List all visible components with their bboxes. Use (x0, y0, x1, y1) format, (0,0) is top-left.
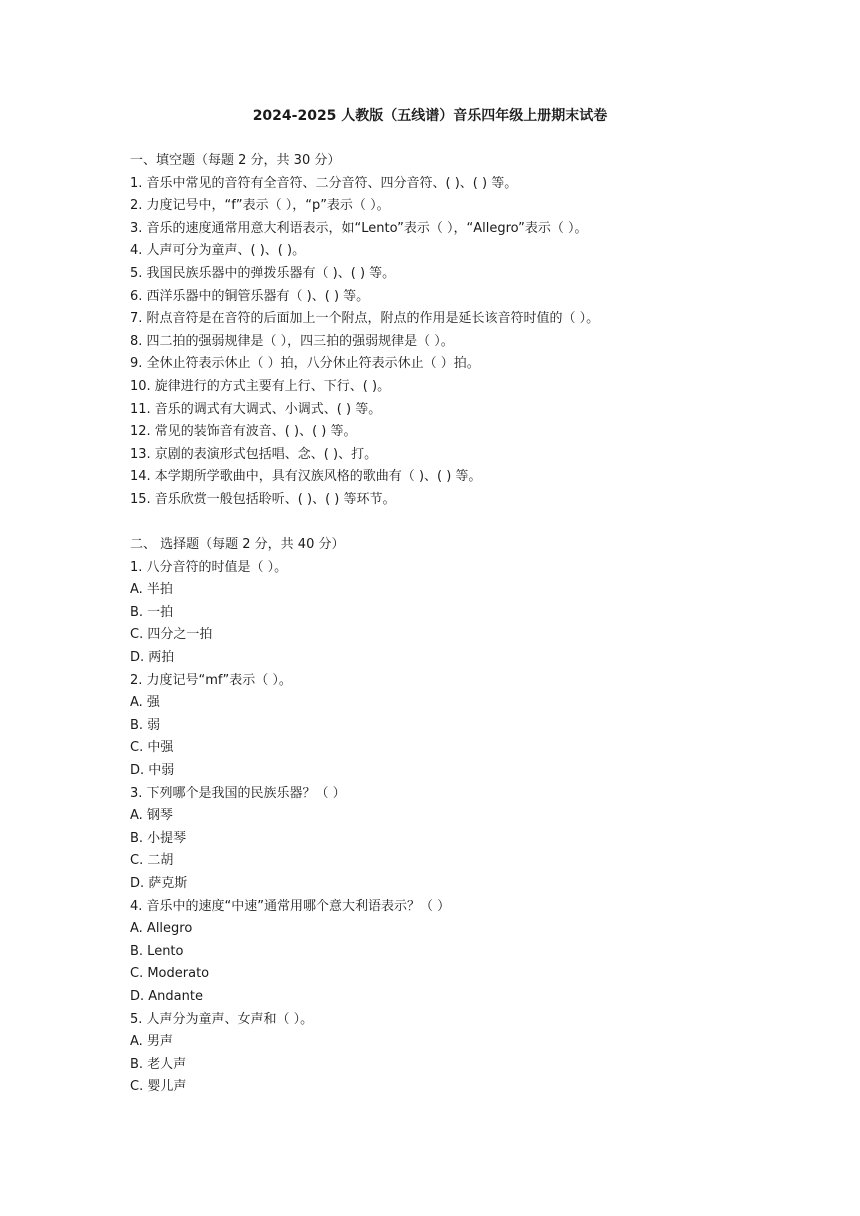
choice-option: D. Andante (130, 988, 203, 1004)
fill-blank-item: 2. 力度记号中，“f”表示（ ），“p”表示（ ）。 (130, 198, 390, 214)
fill-blank-item: 8. 四二拍的强弱规律是（ ），四三拍的强弱规律是（ ）。 (130, 333, 454, 349)
fill-blank-item: 5. 我国民族乐器中的弹拨乐器有（ )、( ) 等。 (130, 265, 396, 281)
choice-option: C. 四分之一拍 (130, 627, 213, 643)
choice-option: A. 钢琴 (130, 808, 173, 824)
choice-question: 4. 音乐中的速度“中速”通常用哪个意大利语表示？（ ） (130, 898, 451, 914)
section2-list (130, 557, 770, 1099)
fill-blank-item: 11. 音乐的调式有大调式、小调式、( ) 等。 (130, 401, 382, 417)
choice-option: B. 弱 (130, 717, 161, 733)
choice-option: B. Lento (130, 943, 184, 959)
fill-blank-item: 3. 音乐的速度通常用意大利语表示，如“Lento”表示（ ），“Allegro”表示（ ）。 (130, 220, 588, 236)
fill-blank-item: 13. 京剧的表演形式包括唱、念、( )、打。 (130, 446, 378, 462)
choice-option: B. 一拍 (130, 604, 174, 620)
fill-blank-item: 7. 附点音符是在音符的后面加上一个附点，附点的作用是延长该音符时值的（ ）。 (130, 311, 600, 327)
section-spacer (130, 512, 770, 535)
choice-option: D. 中弱 (130, 763, 175, 779)
choice-question: 5. 人声分为童声、女声和（ ）。 (130, 1011, 314, 1027)
fill-blank-item: 10. 旋律进行的方式主要有上行、下行、( )。 (130, 378, 391, 394)
fill-blank-item: 12. 常见的装饰音有波音、( )、( ) 等。 (130, 424, 357, 440)
choice-option: A. Allegro (130, 921, 193, 937)
section2-heading: 二、 选择题（每题 2 分，共 40 分） (130, 537, 345, 553)
fill-blank-item: 9. 全休止符表示休止（ ）拍，八分休止符表示休止（ ）拍。 (130, 356, 480, 372)
choice-question: 3. 下列哪个是我国的民族乐器？（ ） (130, 785, 346, 801)
choice-option: D. 两拍 (130, 650, 175, 666)
choice-option: C. 中强 (130, 740, 174, 756)
page-title: 2024-2025 人教版（五线谱）音乐四年级上册期末试卷 (252, 108, 608, 124)
choice-question: 1. 八分音符的时值是（ ）。 (130, 559, 288, 575)
fill-blank-item: 4. 人声可分为童声、( )、( )。 (130, 243, 306, 259)
fill-blank-item: 14. 本学期所学歌曲中，具有汉族风格的歌曲有（ )、( ) 等。 (130, 469, 482, 485)
choice-option: A. 强 (130, 695, 160, 711)
choice-option: B. 老人声 (130, 1056, 187, 1072)
choice-option: C. 婴儿声 (130, 1079, 187, 1095)
fill-blank-item: 6. 西洋乐器中的铜管乐器有（ )、( ) 等。 (130, 288, 370, 304)
choice-option: C. Moderato (130, 966, 210, 982)
section1-list (130, 173, 770, 512)
choice-option: B. 小提琴 (130, 830, 187, 846)
choice-option: A. 男声 (130, 1034, 173, 1050)
choice-question: 2. 力度记号“mf”表示（ ）。 (130, 672, 292, 688)
choice-option: C. 二胡 (130, 853, 174, 869)
fill-blank-item: 1. 音乐中常见的音符有全音符、二分音符、四分音符、( )、( ) 等。 (130, 175, 518, 191)
choice-option: D. 萨克斯 (130, 876, 188, 891)
section1-heading: 一、填空题（每题 2 分，共 30 分） (130, 153, 341, 168)
exam-content (130, 150, 770, 1099)
fill-blank-item: 15. 音乐欣赏一般包括聆听、( )、( ) 等环节。 (130, 491, 396, 507)
choice-option: A. 半拍 (130, 582, 173, 598)
